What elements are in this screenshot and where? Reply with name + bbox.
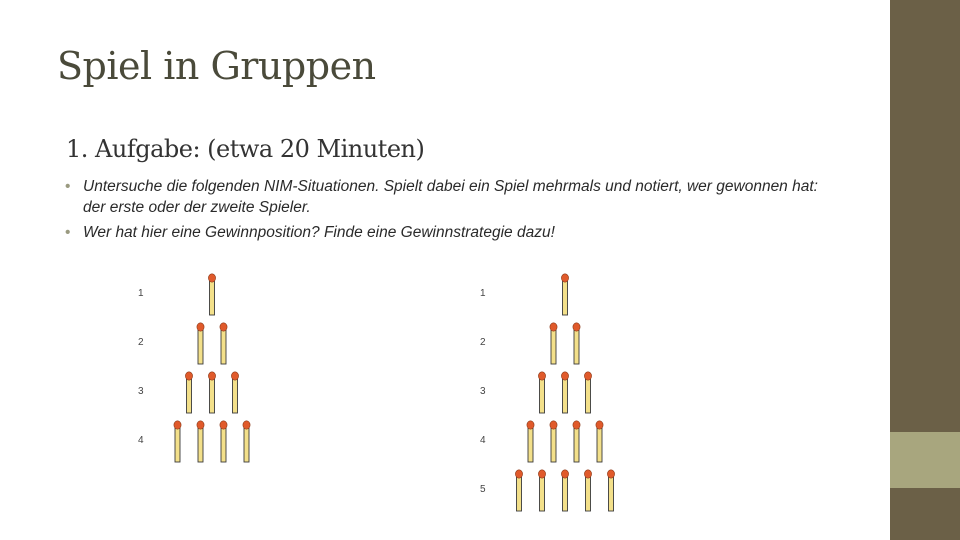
slide-title: Spiel in Gruppen (57, 44, 376, 88)
matchstick (550, 323, 557, 364)
matchstick (185, 372, 192, 413)
matchstick (538, 470, 545, 511)
matchstick (584, 470, 591, 511)
matchstick (208, 274, 215, 315)
matchstick (596, 421, 603, 462)
matchstick (573, 323, 580, 364)
row-label: 1 (480, 288, 486, 299)
matchstick (561, 274, 568, 315)
matchstick (220, 421, 227, 462)
sidebar-dark-bottom (890, 488, 960, 540)
row-label: 2 (480, 337, 486, 348)
matchstick (197, 421, 204, 462)
row-label: 3 (138, 386, 144, 397)
bullet-item (62, 222, 842, 243)
sidebar-dark-top (890, 0, 960, 432)
sidebar-accent-band (890, 432, 960, 488)
nim-figure-4-rows (118, 260, 363, 525)
matchstick (515, 470, 522, 511)
matchstick (550, 421, 557, 462)
matchstick (527, 421, 534, 462)
bullet-item (62, 176, 842, 218)
matchstick-pyramid (398, 260, 644, 525)
matchstick (220, 323, 227, 364)
row-label: 1 (138, 288, 144, 299)
row-label: 3 (480, 386, 486, 397)
bullet-text: Untersuche die folgenden NIM-Situationen. Spielt dabei ein Spiel mehrmals und notiert, wer gewonnen hat: der erste oder der zweite Spieler. (83, 178, 818, 216)
matchstick (197, 323, 204, 364)
row-label: 2 (138, 337, 144, 348)
task-heading: 1. Aufgabe: (etwa 20 Minuten) (66, 135, 425, 163)
bullet-icon: • (65, 224, 71, 241)
matchstick (231, 372, 238, 413)
row-label: 5 (480, 484, 486, 495)
matchstick (561, 470, 568, 511)
matchstick (174, 421, 181, 462)
matchstick (584, 372, 591, 413)
matchstick (208, 372, 215, 413)
bullet-icon: • (65, 178, 71, 195)
nim-figure-5-rows (398, 260, 644, 525)
matchstick (243, 421, 250, 462)
matchstick (538, 372, 545, 413)
matchstick (561, 372, 568, 413)
matchstick (573, 421, 580, 462)
matchstick-pyramid (118, 260, 363, 525)
bullet-text: Wer hat hier eine Gewinnposition? Finde eine Gewinnstrategie dazu! (83, 224, 555, 241)
row-label: 4 (480, 435, 486, 446)
task-bullet-list (62, 176, 842, 247)
matchstick (607, 470, 614, 511)
row-label: 4 (138, 435, 144, 446)
